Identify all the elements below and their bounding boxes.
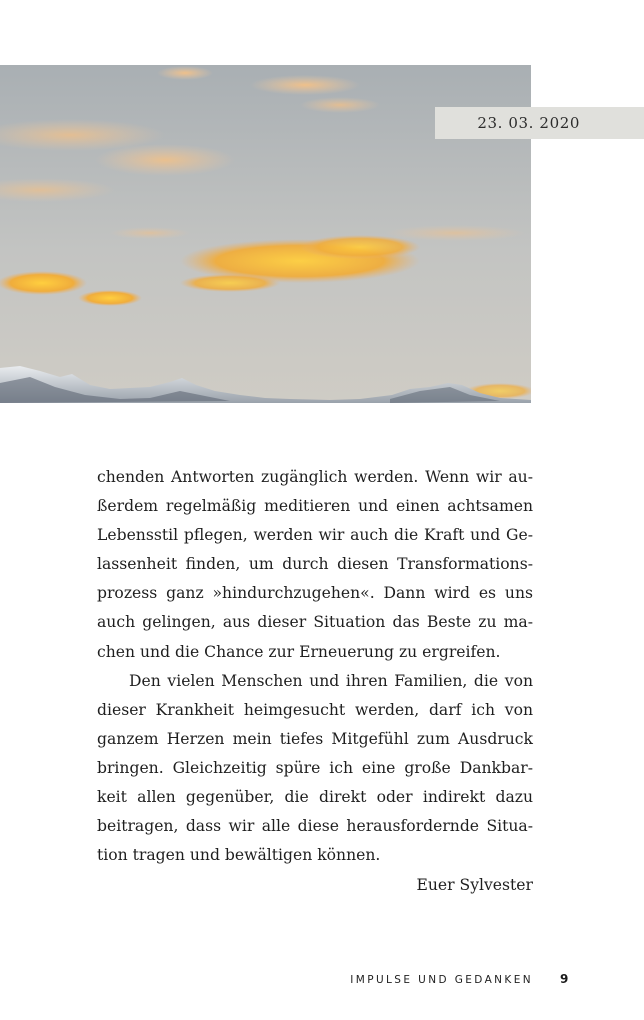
paragraph-1 (97, 463, 533, 667)
date-label-band (435, 107, 644, 139)
running-footer-label: IMPULSE UND GEDANKEN (350, 974, 533, 986)
text-line: keit allen gegenüber, die direkt oder indirekt dazu (97, 788, 533, 807)
text-line: tion tragen und bewältigen können. (97, 846, 381, 865)
text-line: chen und die Chance zur Erneuerung zu ergreifen. (97, 642, 501, 661)
signature: Euer Sylvester (416, 876, 533, 895)
text-line: chenden Antworten zugänglich werden. Wenn wir au- (97, 468, 533, 486)
text-line: Lebensstil pflegen, werden wir auch die Kraft und Ge- (97, 526, 533, 545)
text-line: ganzem Herzen mein tiefes Mitgefühl zum Ausdruck (97, 729, 533, 748)
text-line: lassenheit finden, um durch diesen Transformations- (97, 555, 533, 574)
body-text (97, 463, 533, 900)
text-line: Den vielen Menschen und ihren Familien, die von (129, 671, 533, 690)
text-line: beitragen, dass wir alle diese herausfordernde Situa- (97, 817, 533, 836)
text-line: ßerdem regelmäßig meditieren und einen achtsamen (97, 497, 533, 516)
paragraph-2 (97, 667, 533, 871)
text-line: auch gelingen, aus dieser Situation das Beste zu ma- (97, 613, 533, 632)
text-line: dieser Krankheit heimgesucht werden, darf ich von (97, 700, 533, 719)
text-line: bringen. Gleichzeitig spüre ich eine große Dankbar- (97, 758, 533, 777)
text-line: prozess ganz »hindurchzugehen«. Dann wird es uns (97, 584, 533, 603)
date-label: 23. 03. 2020 (477, 114, 580, 132)
page-number: 9 (560, 972, 569, 986)
